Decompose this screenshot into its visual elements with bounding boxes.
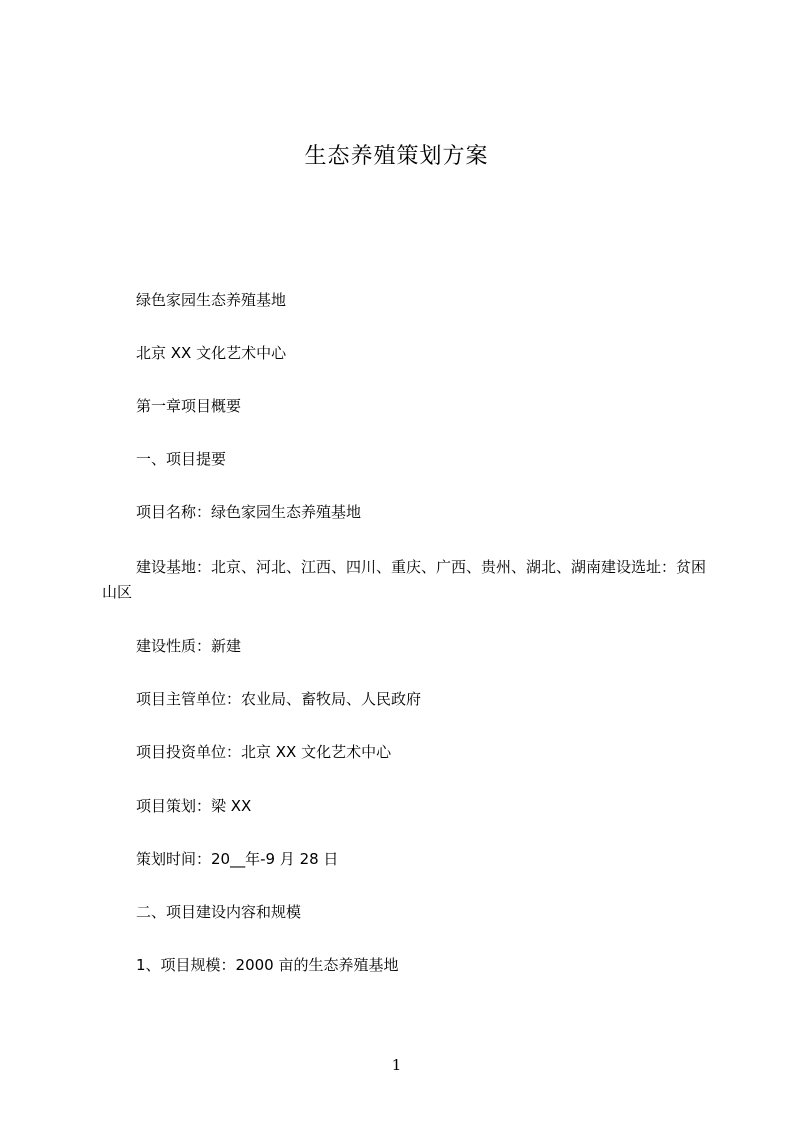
paragraph-construction-nature: 建设性质：新建	[136, 637, 242, 655]
paragraph-planning-date: 策划时间：20__年-9 月 28 日	[136, 850, 339, 868]
paragraph-investment-unit: 项目投资单位：北京 XX 文化艺术中心	[136, 743, 392, 761]
section-heading-content-scale: 二、项目建设内容和规模	[136, 903, 302, 921]
page-number: 1	[391, 1056, 402, 1074]
paragraph-supervising-unit: 项目主管单位：农业局、畜牧局、人民政府	[136, 690, 422, 708]
section-heading-summary: 一、项目提要	[136, 450, 227, 468]
paragraph-base-name: 绿色家园生态养殖基地	[136, 291, 287, 309]
paragraph-project-scale: 1、项目规模：2000 亩的生态养殖基地	[136, 956, 399, 974]
paragraph-construction-base: 建设基地：北京、河北、江西、四川、重庆、广西、贵州、湖北、湖南建设选址：贫困山区	[102, 558, 707, 601]
document-title: 生态养殖策划方案	[304, 144, 489, 169]
paragraph-organization: 北京 XX 文化艺术中心	[136, 344, 287, 362]
chapter-heading: 第一章项目概要	[136, 397, 242, 415]
paragraph-project-planner: 项目策划：梁 XX	[136, 797, 252, 815]
paragraph-project-name: 项目名称：绿色家园生态养殖基地	[136, 503, 362, 521]
